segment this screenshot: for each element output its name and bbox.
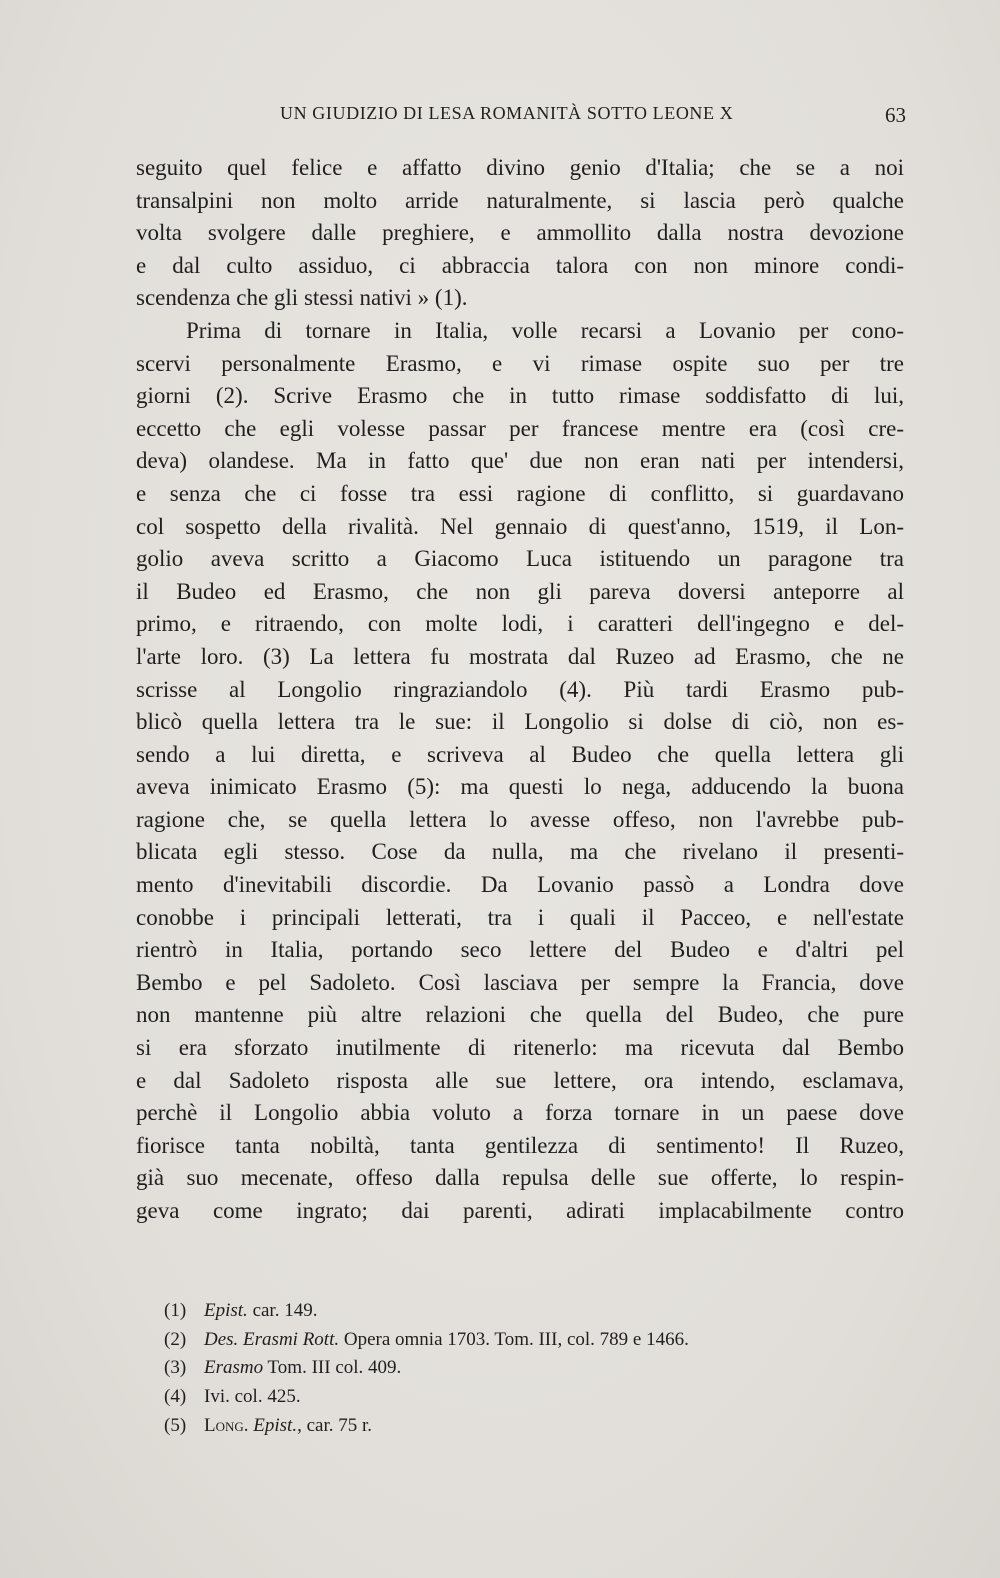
- footnote: [164, 1297, 884, 1326]
- text-line: golio aveva scritto a Giacomo Luca istituendo un paragone tra: [136, 546, 904, 572]
- footnote-text: , car. 75 r.: [297, 1414, 373, 1436]
- footnote-mark: (2): [164, 1328, 187, 1350]
- text-line: già suo mecenate, offeso dalla repulsa delle sue offerte, lo respin-: [136, 1165, 904, 1191]
- text-line: deva) olandese. Ma in fatto que' due non eran nati per intendersi,: [136, 448, 904, 474]
- text-line: si era sforzato inutilmente di ritenerlo: ma ricevuta dal Bembo: [136, 1035, 904, 1061]
- footnote: [164, 1354, 884, 1383]
- text-line: aveva inimicato Erasmo (5): ma questi lo nega, adducendo la buona: [136, 774, 904, 800]
- text-line: blicò quella lettera tra le sue: il Longolio si dolse di ciò, non es-: [136, 709, 904, 735]
- footnotes: [164, 1297, 884, 1440]
- page-header: [280, 103, 906, 133]
- text-line: mento d'inevitabili discordie. Da Lovanio passò a Londra dove: [136, 872, 904, 898]
- page-number: 63: [885, 103, 906, 127]
- footnote-mark: (1): [164, 1300, 187, 1321]
- text-line: scendenza che gli stessi nativi » (1).: [136, 285, 468, 311]
- text-line: il Budeo ed Erasmo, che non gli pareva doversi anteporre al: [136, 578, 904, 604]
- text-line: eccetto che egli volesse passar per francese mentre era (così cre-: [136, 415, 904, 441]
- text-line: ragione che, se quella lettera lo avesse offeso, non l'avrebbe pub-: [136, 806, 904, 832]
- footnote-mark: (3): [164, 1357, 187, 1379]
- text-line: seguito quel felice e affatto divino genio d'Italia; che se a noi: [136, 155, 904, 180]
- text-line: perchè il Longolio abbia voluto a forza tornare in un paese dove: [136, 1100, 904, 1126]
- footnote-italic: Des. Erasmi Rott.: [204, 1328, 340, 1350]
- text-line: e senza che ci fosse tra essi ragione di conflitto, si guardavano: [136, 480, 904, 506]
- text-line: geva come ingrato; dai parenti, adirati implacabilmente contro: [136, 1198, 904, 1223]
- text-line: e dal culto assiduo, ci abbraccia talora con non minore condi-: [136, 252, 904, 278]
- text-line: col sospetto della rivalità. Nel gennaio di quest'anno, 1519, il Lon-: [136, 513, 904, 539]
- text-line: giorni (2). Scrive Erasmo che in tutto rimase soddisfatto di lui,: [136, 383, 904, 409]
- text-line: rientrò in Italia, portando seco lettere del Budeo e d'altri pel: [136, 937, 904, 963]
- text-line: Bembo e pel Sadoleto. Così lasciava per sempre la Francia, dove: [136, 969, 904, 995]
- text-line: non mantenne più altre relazioni che quella del Budeo, che pure: [136, 1002, 904, 1028]
- body-text: [136, 152, 904, 1228]
- text-line: fiorisce tanta nobiltà, tanta gentilezza di sentimento! Il Ruzeo,: [136, 1132, 904, 1158]
- text-line: blicata egli stesso. Cose da nulla, ma che rivelano il presenti-: [136, 839, 904, 865]
- footnote: [164, 1383, 884, 1412]
- footnote-text: Tom. III col. 409.: [263, 1357, 402, 1379]
- text-line: sendo a lui diretta, e scriveva al Budeo che quella lettera gli: [136, 741, 904, 767]
- text-line: transalpini non molto arride naturalmente, si lascia però qualche: [136, 187, 904, 213]
- footnote-italic: Epist.: [204, 1300, 248, 1321]
- footnote-mark: (5): [164, 1414, 187, 1436]
- footnote: [164, 1412, 884, 1441]
- footnote-author: Long.: [204, 1414, 249, 1436]
- paragraph-start-line: Prima di tornare in Italia, volle recarsi a Lovanio per cono-: [186, 317, 904, 343]
- footnote-text: Ivi. col. 425.: [204, 1386, 301, 1408]
- footnote-italic: Erasmo: [204, 1357, 264, 1379]
- text-line: volta svolgere dalle preghiere, e ammollito dalla nostra devozione: [136, 220, 904, 246]
- footnote-mark: (4): [164, 1386, 187, 1408]
- text-line: scrisse al Longolio ringraziandolo (4). Più tardi Erasmo pub-: [136, 676, 904, 702]
- footnote-italic: Epist.: [253, 1414, 298, 1436]
- text-line: l'arte loro. (3) La lettera fu mostrata dal Ruzeo ad Erasmo, che ne: [136, 643, 904, 669]
- footnote-text: Opera omnia 1703. Tom. III, col. 789 e 1466.: [339, 1328, 689, 1350]
- footnote: [164, 1326, 884, 1355]
- text-line: scervi personalmente Erasmo, e vi rimase ospite suo per tre: [136, 350, 904, 376]
- footnote-text: car. 149.: [247, 1300, 318, 1321]
- text-line: conobbe i principali letterati, tra i quali il Pacceo, e nell'estate: [136, 904, 904, 930]
- text-line: e dal Sadoleto risposta alle sue lettere, ora intendo, esclamava,: [136, 1067, 904, 1093]
- running-title: UN GIUDIZIO DI LESA ROMANITÀ SOTTO LEONE X: [280, 103, 734, 123]
- text-line: primo, e ritraendo, con molte lodi, i caratteri dell'ingegno e del-: [136, 611, 904, 637]
